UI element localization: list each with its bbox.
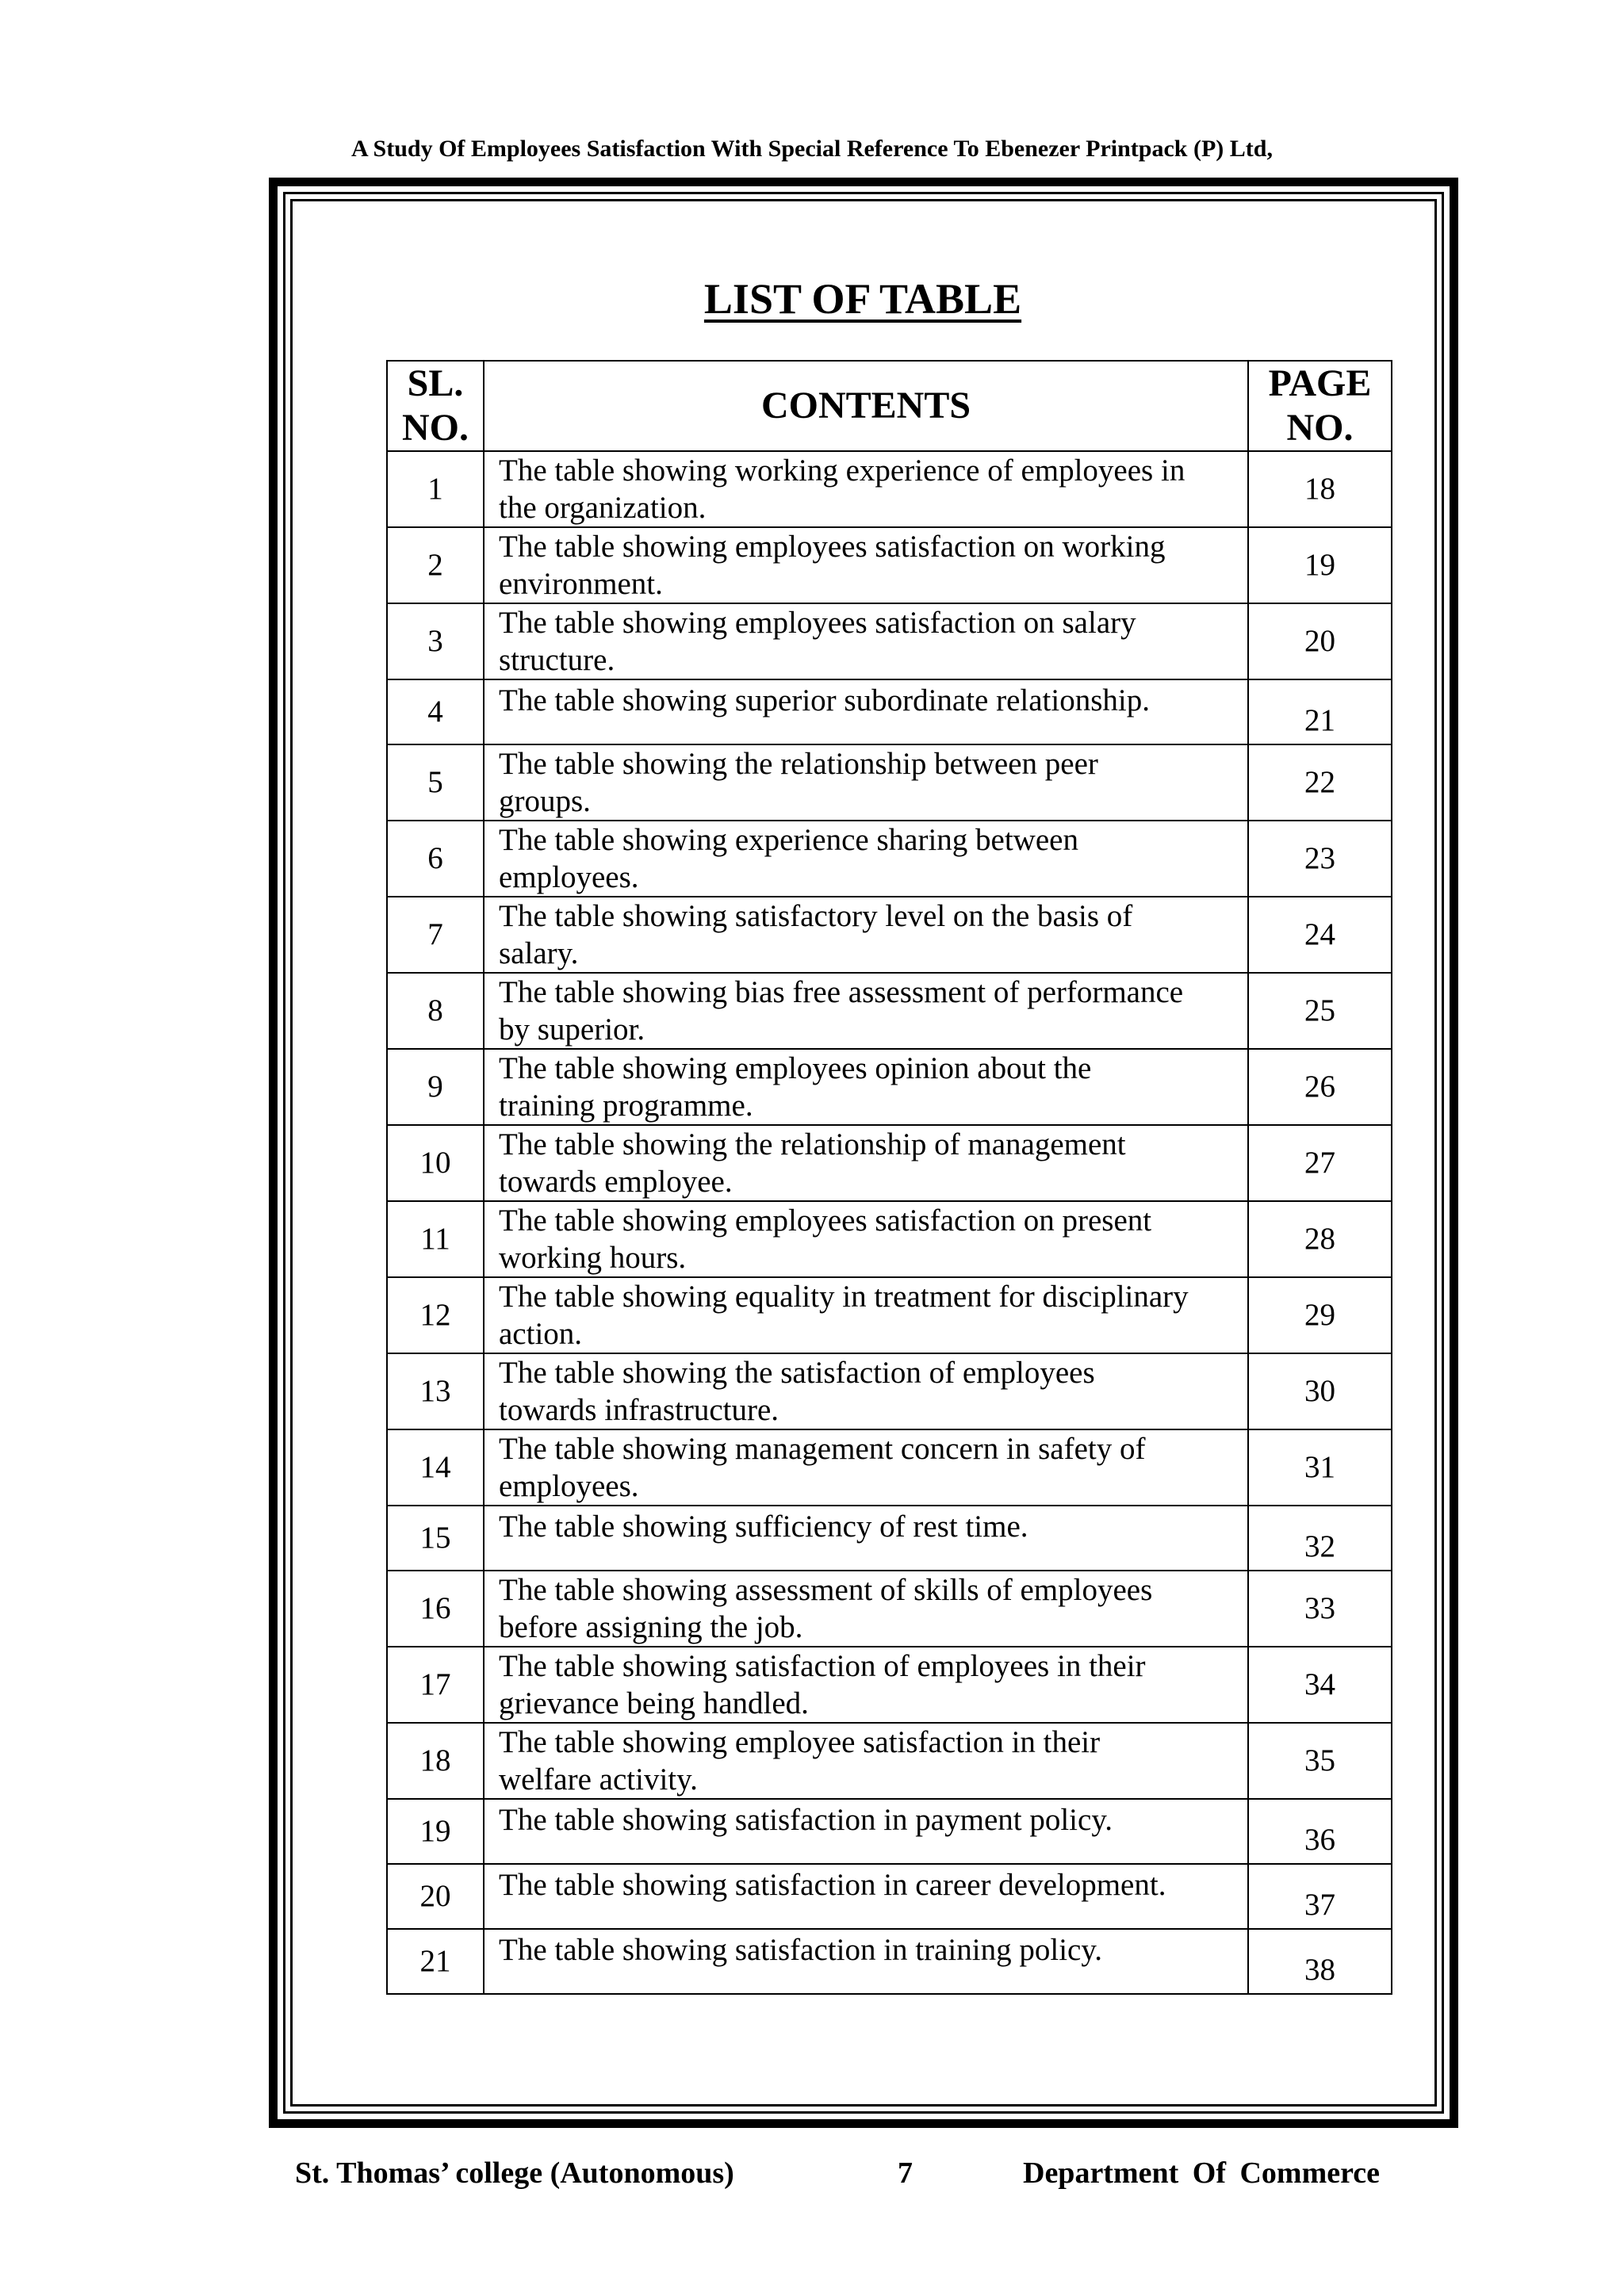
- row-contents-line2: before assigning the job.: [499, 1610, 803, 1644]
- row-contents-line1: The table showing management concern in safety of: [499, 1432, 1146, 1466]
- table-row: [387, 1277, 1392, 1353]
- page-title-text: LIST OF TABLE: [703, 275, 1022, 323]
- table-row: [387, 1799, 1392, 1864]
- table-row: [387, 1429, 1392, 1506]
- table-row: [387, 1929, 1392, 1994]
- row-sl-no: 15: [387, 1506, 484, 1571]
- row-contents: [484, 1723, 1248, 1799]
- row-contents-line2: welfare activity.: [499, 1762, 698, 1797]
- row-sl-no: 12: [387, 1277, 484, 1353]
- table-row: [387, 1723, 1392, 1799]
- row-contents-line1: The table showing employees satisfaction on working: [499, 530, 1166, 564]
- row-page-no: 28: [1248, 1201, 1392, 1277]
- row-sl-no: 11: [387, 1201, 484, 1277]
- row-contents-line1: The table showing the satisfaction of employees: [499, 1356, 1095, 1390]
- column-header-sl-no: [387, 361, 484, 451]
- row-contents: [484, 1125, 1248, 1201]
- row-page-no: 33: [1248, 1571, 1392, 1647]
- row-page-no: 37: [1248, 1864, 1392, 1929]
- row-contents: [484, 679, 1248, 744]
- table-row: [387, 1647, 1392, 1723]
- row-contents: [484, 1506, 1248, 1571]
- row-page-no: 27: [1248, 1125, 1392, 1201]
- row-page-no: 32: [1248, 1506, 1392, 1571]
- row-contents-line2: groups.: [499, 784, 591, 818]
- table-row: [387, 744, 1392, 821]
- row-contents-line2: structure.: [499, 643, 615, 677]
- footer-page-number: 7: [898, 2156, 913, 2190]
- row-contents: [484, 1864, 1248, 1929]
- row-contents: [484, 1647, 1248, 1723]
- row-page-no: 38: [1248, 1929, 1392, 1994]
- row-contents-line1: The table showing satisfaction in payment policy.: [499, 1803, 1113, 1837]
- row-sl-no: 1: [387, 451, 484, 527]
- row-contents-line2: working hours.: [499, 1241, 687, 1275]
- row-contents-line2: salary.: [499, 936, 579, 970]
- row-contents-line1: The table showing employees opinion about the: [499, 1051, 1092, 1085]
- table-header-row: [387, 361, 1392, 451]
- table-row: [387, 1571, 1392, 1647]
- table-row: [387, 679, 1392, 744]
- row-contents-line1: The table showing employees satisfaction on present: [499, 1203, 1152, 1238]
- row-page-no: 29: [1248, 1277, 1392, 1353]
- row-page-no: 20: [1248, 603, 1392, 679]
- row-sl-no: 20: [387, 1864, 484, 1929]
- row-contents: [484, 451, 1248, 527]
- row-page-no: 19: [1248, 527, 1392, 603]
- row-contents-line1: The table showing bias free assessment of performance: [499, 975, 1184, 1009]
- row-page-no: 21: [1248, 679, 1392, 744]
- row-contents-line1: The table showing superior subordinate relationship.: [499, 683, 1150, 718]
- table-row: [387, 1864, 1392, 1929]
- row-sl-no: 14: [387, 1429, 484, 1506]
- row-contents-line2: training programme.: [499, 1089, 753, 1123]
- row-sl-no: 5: [387, 744, 484, 821]
- column-header-sl-line1: SL.: [407, 362, 464, 404]
- row-contents-line2: environment.: [499, 567, 663, 601]
- footer-college: St. Thomas’ college (Autonomous): [295, 2156, 734, 2190]
- row-contents-line1: The table showing satisfaction of employees in their: [499, 1649, 1146, 1683]
- row-contents-line2: the organization.: [499, 491, 707, 525]
- row-contents-line1: The table showing assessment of skills of employees: [499, 1573, 1153, 1607]
- row-contents: [484, 1049, 1248, 1125]
- row-sl-no: 2: [387, 527, 484, 603]
- footer-department: Department Of Commerce: [1023, 2156, 1381, 2190]
- row-contents-line1: The table showing equality in treatment for disciplinary: [499, 1280, 1189, 1314]
- column-header-page-line1: PAGE: [1268, 362, 1372, 404]
- row-contents-line1: The table showing satisfactory level on the basis of: [499, 899, 1133, 933]
- row-contents-line2: towards infrastructure.: [499, 1393, 779, 1427]
- row-contents-line1: The table showing working experience of employees in: [499, 453, 1185, 488]
- table-row: [387, 527, 1392, 603]
- row-sl-no: 9: [387, 1049, 484, 1125]
- row-page-no: 24: [1248, 897, 1392, 973]
- row-page-no: 23: [1248, 821, 1392, 897]
- row-contents: [484, 744, 1248, 821]
- row-sl-no: 19: [387, 1799, 484, 1864]
- row-contents-line1: The table showing employee satisfaction in their: [499, 1725, 1101, 1759]
- row-page-no: 25: [1248, 973, 1392, 1049]
- row-contents-line2: by superior.: [499, 1012, 645, 1047]
- row-contents-line2: action.: [499, 1317, 583, 1351]
- column-header-page-no: [1248, 361, 1392, 451]
- row-contents-line1: The table showing sufficiency of rest time.: [499, 1510, 1028, 1544]
- row-contents: [484, 1201, 1248, 1277]
- row-contents: [484, 1799, 1248, 1864]
- row-contents-line2: grievance being handled.: [499, 1686, 809, 1720]
- row-contents: [484, 897, 1248, 973]
- row-page-no: 36: [1248, 1799, 1392, 1864]
- row-contents: [484, 1429, 1248, 1506]
- column-header-sl-line2: NO.: [402, 407, 469, 449]
- running-header: A Study Of Employees Satisfaction With Special Reference To Ebenezer Printpack (P) Ltd,: [351, 136, 1273, 162]
- row-contents-line1: The table showing satisfaction in career development.: [499, 1868, 1166, 1902]
- column-header-contents: CONTENTS: [484, 361, 1248, 451]
- row-page-no: 22: [1248, 744, 1392, 821]
- table-row: [387, 1201, 1392, 1277]
- row-page-no: 35: [1248, 1723, 1392, 1799]
- row-sl-no: 8: [387, 973, 484, 1049]
- row-page-no: 30: [1248, 1353, 1392, 1429]
- page-footer: [0, 2153, 1624, 2193]
- row-contents: [484, 527, 1248, 603]
- row-page-no: 26: [1248, 1049, 1392, 1125]
- row-sl-no: 18: [387, 1723, 484, 1799]
- table-row: [387, 821, 1392, 897]
- table-row: [387, 897, 1392, 973]
- list-of-tables: [386, 360, 1392, 1995]
- row-contents-line1: The table showing experience sharing between: [499, 823, 1078, 857]
- row-sl-no: 17: [387, 1647, 484, 1723]
- row-page-no: 18: [1248, 451, 1392, 527]
- row-contents: [484, 1277, 1248, 1353]
- row-sl-no: 6: [387, 821, 484, 897]
- row-contents: [484, 1353, 1248, 1429]
- row-sl-no: 7: [387, 897, 484, 973]
- table-row: [387, 451, 1392, 527]
- row-contents: [484, 973, 1248, 1049]
- row-contents-line1: The table showing employees satisfaction on salary: [499, 606, 1136, 640]
- row-contents: [484, 1929, 1248, 1994]
- row-sl-no: 21: [387, 1929, 484, 1994]
- table-row: [387, 1506, 1392, 1571]
- row-contents: [484, 1571, 1248, 1647]
- row-page-no: 34: [1248, 1647, 1392, 1723]
- row-contents-line2: employees.: [499, 860, 639, 894]
- page-title: [0, 271, 1624, 327]
- row-contents: [484, 603, 1248, 679]
- row-contents: [484, 821, 1248, 897]
- row-contents-line1: The table showing satisfaction in training policy.: [499, 1933, 1103, 1967]
- row-sl-no: 4: [387, 679, 484, 744]
- table-body: [387, 451, 1392, 1994]
- row-contents-line2: employees.: [499, 1469, 639, 1503]
- row-sl-no: 3: [387, 603, 484, 679]
- table-row: [387, 1353, 1392, 1429]
- table-row: [387, 1125, 1392, 1201]
- table-row: [387, 973, 1392, 1049]
- table-row: [387, 1049, 1392, 1125]
- row-sl-no: 10: [387, 1125, 484, 1201]
- row-contents-line1: The table showing the relationship between peer: [499, 747, 1098, 781]
- row-contents-line2: towards employee.: [499, 1165, 733, 1199]
- table-row: [387, 603, 1392, 679]
- row-sl-no: 13: [387, 1353, 484, 1429]
- row-page-no: 31: [1248, 1429, 1392, 1506]
- row-sl-no: 16: [387, 1571, 484, 1647]
- row-contents-line1: The table showing the relationship of management: [499, 1127, 1126, 1161]
- column-header-page-line2: NO.: [1286, 407, 1354, 449]
